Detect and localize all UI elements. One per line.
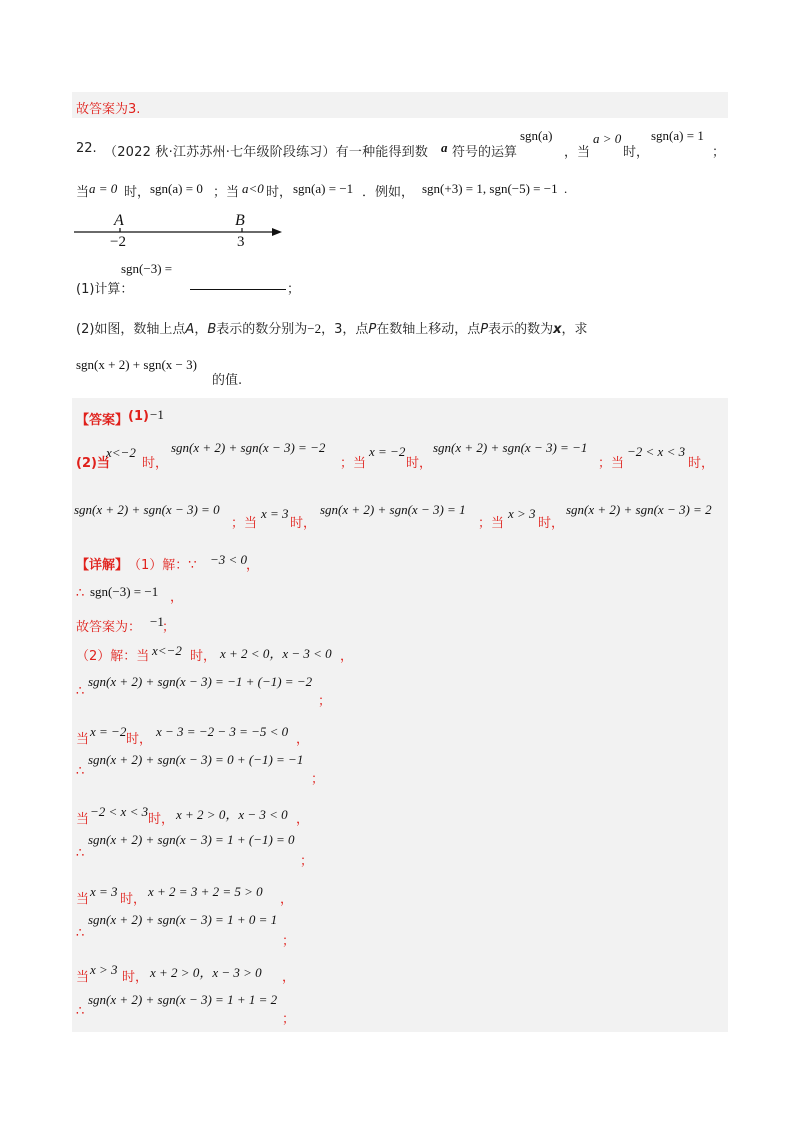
math-expression: sgn(+3) = 1, sgn(−5) = −1	[422, 181, 558, 196]
answer-text: 时，	[688, 456, 715, 471]
part2-fragment: ，	[194, 322, 208, 337]
detail-text: ；	[282, 1012, 296, 1027]
math-expression: sgn(a) = −1	[293, 181, 354, 196]
detail-answer-label: 故答案为：	[76, 620, 142, 635]
condition: x = −2	[369, 444, 406, 459]
detail-text: 时，	[126, 732, 153, 747]
detail-text: ；	[282, 934, 296, 949]
condition: −2 < x < 3	[90, 804, 149, 819]
variable-x: x	[553, 322, 562, 337]
condition: x = 3	[90, 884, 118, 899]
point-a: A	[185, 322, 195, 337]
answer-expression: sgn(x + 2) + sgn(x − 3) = −1	[433, 440, 588, 455]
point-b: B	[207, 322, 217, 337]
detail-text: ；	[318, 694, 332, 709]
therefore-symbol: ∴	[76, 846, 85, 861]
part1-label: (1)计算：	[76, 282, 134, 297]
answer-blank[interactable]	[190, 289, 286, 290]
question-text: .	[564, 181, 568, 196]
math-expression: −2	[307, 321, 322, 336]
detail-text: ；	[300, 854, 314, 869]
math-expression: sgn(x + 2) + sgn(x − 3) = −1 + (−1) = −2	[88, 674, 313, 689]
detail-text: （2）解：当	[76, 649, 150, 664]
detail-text: 时，	[120, 892, 147, 907]
detail-text: 时，	[122, 970, 149, 985]
question-text: ，当	[564, 145, 591, 160]
condition: x = 3	[261, 506, 289, 521]
question-text: 时，	[623, 145, 650, 160]
math-expression: sgn(a) = 1	[651, 128, 704, 143]
part2-fragment: 表示的数分别为	[216, 322, 308, 337]
top-answer-background	[72, 92, 728, 118]
question-source: （2022 秋·江苏苏州·七年级阶段练习）有一种能得到数	[104, 145, 429, 160]
tick-label-a: −2	[110, 234, 126, 250]
previous-answer: 故答案为3.	[76, 102, 141, 117]
condition: −2 < x < 3	[627, 444, 686, 459]
detail-text: （1）解：∵	[128, 558, 197, 573]
detail-text: ，	[296, 812, 310, 827]
detail-text: ；	[162, 620, 176, 635]
answer-text: 时，	[406, 456, 433, 471]
math-expression: sgn(x + 2) + sgn(x − 3) = 1 + 1 = 2	[88, 992, 278, 1007]
number-line	[70, 208, 290, 250]
tick-label-b: 3	[237, 234, 245, 250]
answer-part1-value: −1	[150, 407, 164, 422]
question-text: 符号的运算	[452, 145, 518, 160]
detail-text: ；	[311, 772, 325, 787]
therefore-symbol: ∴	[76, 586, 85, 601]
answer-expression: sgn(x + 2) + sgn(x − 3) = −2	[171, 440, 326, 455]
part2-fragment: 在数轴上移动，点	[376, 322, 481, 337]
detail-text: 当	[76, 892, 90, 907]
math-expression: sgn(x + 2) + sgn(x − 3)	[76, 357, 197, 372]
condition: x<−2	[152, 643, 182, 658]
detail-text: 当	[76, 732, 90, 747]
math-expression: a = 0	[89, 181, 118, 196]
question-text: ；	[287, 282, 301, 297]
condition: x<−2	[106, 445, 136, 460]
condition: x = −2	[90, 724, 127, 739]
arrow-icon	[272, 228, 282, 236]
math-expression: sgn(a) = 0	[150, 181, 203, 196]
detail-text: 当	[76, 812, 90, 827]
math-expression: x + 2 > 0，x − 3 > 0	[150, 965, 262, 980]
part2-fragment: 表示的数为	[488, 322, 554, 337]
part2-fragment: (2)如图，数轴上点	[76, 322, 186, 337]
answer-text: ；当	[598, 456, 625, 471]
therefore-symbol: ∴	[76, 684, 85, 699]
math-expression: x + 2 > 0，x − 3 < 0	[176, 807, 288, 822]
condition: x > 3	[508, 506, 536, 521]
question-text: 当	[76, 185, 90, 200]
question-text: 的值.	[212, 373, 243, 388]
point-p: P	[480, 322, 489, 337]
math-expression: sgn(x + 2) + sgn(x − 3) = 0 + (−1) = −1	[88, 752, 304, 767]
math-expression: x − 3 = −2 − 3 = −5 < 0	[156, 724, 289, 739]
condition: x > 3	[90, 962, 118, 977]
part2-fragment: ，求	[561, 322, 588, 337]
variable-a: a	[441, 140, 448, 155]
answer-tag: 【答案】	[76, 413, 129, 428]
detail-text: ，	[280, 892, 294, 907]
answer-text: 时，	[538, 516, 565, 531]
math-expression: a > 0	[593, 131, 622, 146]
math-expression: sgn(−3) =	[121, 261, 173, 276]
detail-text: ，	[170, 590, 184, 605]
answer-text: 时，	[142, 456, 169, 471]
solution-background	[72, 398, 728, 1032]
answer-expression: sgn(x + 2) + sgn(x − 3) = 2	[566, 502, 712, 517]
answer-text: ；当	[478, 516, 505, 531]
detail-text: ，	[246, 558, 260, 573]
math-expression: a<0	[242, 181, 264, 196]
point-a-label: A	[114, 212, 124, 229]
detail-tag: 【详解】	[76, 558, 129, 573]
question-text: ；当	[213, 185, 240, 200]
math-expression: −1	[150, 614, 164, 629]
therefore-symbol: ∴	[76, 926, 85, 941]
math-expression: sgn(−3) = −1	[90, 584, 159, 599]
part2-text	[76, 318, 588, 337]
answer-text: 时，	[290, 516, 317, 531]
math-expression: sgn(x + 2) + sgn(x − 3) = 1 + (−1) = 0	[88, 832, 295, 847]
detail-text: 当	[76, 970, 90, 985]
detail-text: ，	[340, 649, 354, 664]
detail-text: 时，	[190, 649, 217, 664]
point-b-label: B	[235, 212, 245, 229]
part2-fragment: ，3，点	[321, 322, 369, 337]
answer-expression: sgn(x + 2) + sgn(x − 3) = 1	[320, 502, 466, 517]
math-expression: sgn(x + 2) + sgn(x − 3) = 1 + 0 = 1	[88, 912, 278, 927]
detail-text: ，	[296, 732, 310, 747]
sgn-a: sgn(a)	[520, 128, 553, 143]
question-text: ．例如，	[362, 185, 415, 200]
math-expression: x + 2 = 3 + 2 = 5 > 0	[148, 884, 263, 899]
math-expression: x + 2 < 0，x − 3 < 0	[220, 646, 332, 661]
answer-part1-label: (1)	[128, 409, 149, 424]
answer-expression: sgn(x + 2) + sgn(x − 3) = 0	[74, 502, 220, 517]
answer-text: ；当	[340, 456, 367, 471]
question-text: 时，	[124, 185, 151, 200]
answer-text: ；当	[231, 516, 258, 531]
question-number: 22.	[76, 141, 97, 156]
therefore-symbol: ∴	[76, 1004, 85, 1019]
answer-part2-label: (2)当	[76, 456, 110, 471]
question-text: ；	[712, 145, 726, 160]
question-text: 时，	[266, 185, 293, 200]
detail-text: ，	[282, 970, 296, 985]
therefore-symbol: ∴	[76, 764, 85, 779]
point-p: P	[368, 322, 377, 337]
math-expression: −3 < 0	[210, 552, 248, 567]
detail-text: 时，	[148, 812, 175, 827]
